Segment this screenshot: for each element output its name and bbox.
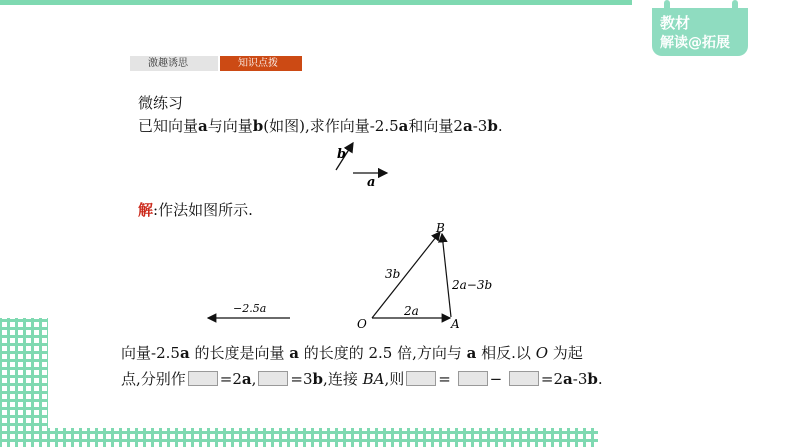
vec-a: a <box>462 117 473 135</box>
vec-a: a <box>198 117 208 135</box>
vec-b: b <box>312 370 324 388</box>
p-text: 的长度的 2.5 倍,方向与 <box>298 344 467 362</box>
vector-OA-placeholder <box>509 371 539 386</box>
p-text: 向量-2.5 <box>121 344 180 362</box>
p-text: 相反.以 <box>476 344 536 362</box>
solution-paragraph-2 <box>121 368 603 389</box>
vec-b: b <box>587 370 598 388</box>
q-text: 和向量2 <box>408 117 463 135</box>
vec-a: a <box>289 344 299 362</box>
vec-a: a <box>466 344 477 362</box>
vector-OB-placeholder <box>458 371 488 386</box>
p-text: − <box>489 370 507 388</box>
q-text: 与向量 <box>207 117 253 135</box>
solution-text: :作法如图所示. <box>153 201 253 219</box>
p-text: . <box>597 370 603 388</box>
label-2a-3b: 2a−3b <box>452 278 493 292</box>
p-text: 为起 <box>548 344 583 362</box>
vec-a: a <box>398 117 409 135</box>
label-neg-2-5a: −2.5a <box>233 302 267 315</box>
solution-paragraph-1 <box>121 342 583 363</box>
point-O-text: O <box>535 344 549 362</box>
p-text: =2 <box>219 370 242 388</box>
vec-a: a <box>241 370 252 388</box>
point-A: A <box>451 317 460 331</box>
p-text: ,连接 <box>323 370 363 388</box>
label-2a: 2a <box>404 304 419 318</box>
p-text: = <box>438 370 456 388</box>
vec-a: a <box>563 370 573 388</box>
segment-BA: BA <box>362 370 385 388</box>
badge-line-2: 解读@拓展 <box>660 35 730 51</box>
tab-knowledge[interactable]: 知识点拨 <box>220 56 302 71</box>
vec-a: a <box>179 344 190 362</box>
badge-line-1: 教材 <box>660 14 691 32</box>
exercise-title: 微练习 <box>138 94 184 112</box>
q-text: . <box>497 117 503 135</box>
p-text: =3 <box>290 370 313 388</box>
p-text: , <box>251 370 257 388</box>
vector-AB-placeholder <box>406 371 436 386</box>
q-text: 已知向量 <box>138 117 199 135</box>
solution-label: 解 <box>138 201 154 219</box>
tab-motivation[interactable]: 激趣诱思 <box>130 56 218 71</box>
vec-b: b <box>252 117 264 135</box>
point-B: B <box>436 221 445 235</box>
point-O: O <box>357 317 367 331</box>
p-text: -3 <box>572 370 588 388</box>
p-text: =2 <box>540 370 564 388</box>
q-text: -3 <box>472 117 488 135</box>
vector-a-label: a <box>367 175 376 190</box>
vector-AB <box>442 234 451 317</box>
vec-b: b <box>487 117 498 135</box>
vector-b-label: b <box>337 147 347 162</box>
vector-OB-placeholder <box>258 371 288 386</box>
p-text: 的长度是向量 <box>189 344 290 362</box>
p-text: 点,分别作 <box>121 370 186 388</box>
label-3b: 3b <box>385 267 401 281</box>
vector-OA-placeholder <box>188 371 218 386</box>
p-text: ,则 <box>384 370 405 388</box>
q-text: (如图),求作向量-2.5 <box>263 117 399 135</box>
